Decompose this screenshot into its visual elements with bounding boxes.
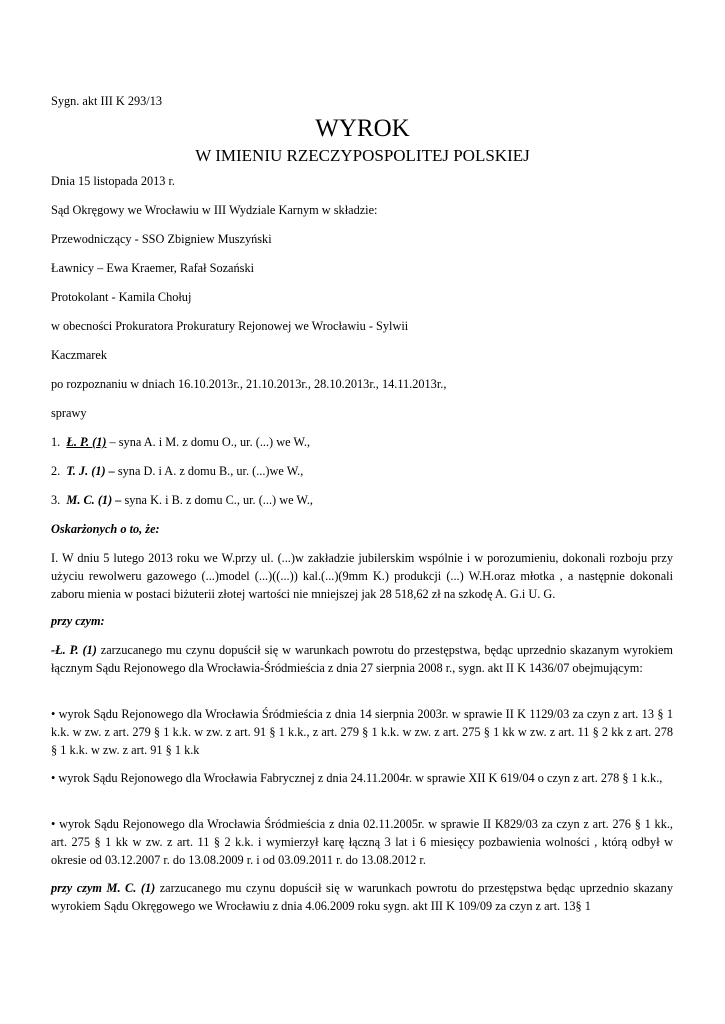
defendant-item bbox=[51, 491, 673, 509]
document-title: WYROK bbox=[315, 115, 410, 142]
recidivism-paragraph bbox=[51, 879, 673, 915]
accused-heading: Oskarżonych o to, że: bbox=[51, 522, 160, 536]
defendant-item bbox=[51, 433, 673, 451]
court-clerk: Protokolant - Kamila Chołuj bbox=[51, 290, 192, 304]
defendant-details: syna D. i A. z domu B., ur. (...)we W., bbox=[114, 464, 304, 478]
lay-judges: Ławnicy – Ewa Kraemer, Rafał Sozański bbox=[51, 261, 255, 275]
prior-judgment-item: • wyrok Sądu Rejonowego dla Wrocławia Fabrycznej z dnia 24.11.2004r. w sprawie XII K 619/04 o czyn z art. 278 § 1 k.k., bbox=[51, 771, 663, 785]
cases-label: sprawy bbox=[51, 406, 87, 420]
defendant-name: T. J. (1) – bbox=[66, 464, 115, 478]
defendant-number: 1. bbox=[51, 435, 61, 449]
recidivism-paragraph bbox=[51, 641, 673, 677]
court-composition: Sąd Okręgowy we Wrocławiu w III Wydziale Karnym w składzie: bbox=[51, 203, 378, 217]
defendant-details: syna K. i B. z domu C., ur. (...) we W., bbox=[121, 493, 314, 507]
prosecutor-line-1: w obecności Prokuratora Prokuratury Rejonowej we Wrocławiu - Sylwii bbox=[51, 319, 409, 333]
case-signature: Sygn. akt III K 293/13 bbox=[51, 94, 163, 108]
document-subtitle: W IMIENIU RZECZYPOSPOLITEJ POLSKIEJ bbox=[195, 146, 530, 165]
defendant-details: – syna A. i M. z domu O., ur. (...) we W., bbox=[106, 435, 311, 449]
defendant-name: -Ł. P. (1) bbox=[51, 643, 97, 657]
recidivism-text: zarzucanego mu czynu dopuścił się w warunkach powrotu do przestępstwa będąc uprzednio skazany wyrokiem Sądu Okręgowego we Wrocławiu z dnia 4.06.2009 roku sygn. akt III K 109/09 za czyn z art. 13§ 1 bbox=[51, 881, 673, 913]
defendant-name: Ł. P. (1) bbox=[66, 435, 107, 449]
defendant-number: 3. bbox=[51, 493, 61, 507]
przy-czym-heading: przy czym: bbox=[51, 614, 105, 628]
hearing-dates: po rozpoznaniu w dniach 16.10.2013r., 21.10.2013r., 28.10.2013r., 14.11.2013r., bbox=[51, 377, 447, 391]
prior-judgment-item: • wyrok Sądu Rejonowego dla Wrocławia Śródmieścia z dnia 14 sierpnia 2003r. w sprawie II K 1129/03 za czyn z art. 13 § 1 k.k. w zw. z art. 279 § 1 k.k. w zw. z art. 91 § 1 k.k., z art. 279 § 1 k.k. w zw. z art. 275 § 1 kk w zw. z art. 11 § 2 kk z art. 278 § 1 k.k. w zw. z art. 91 § 1 k.k bbox=[51, 707, 673, 757]
defendant-name: M. C. (1) – bbox=[66, 493, 122, 507]
defendant-name: przy czym M. C. (1) bbox=[51, 881, 156, 895]
defendant-item bbox=[51, 462, 673, 480]
presiding-judge: Przewodniczący - SSO Zbigniew Muszyński bbox=[51, 232, 272, 246]
defendant-number: 2. bbox=[51, 464, 61, 478]
prosecutor-line-2: Kaczmarek bbox=[51, 348, 107, 362]
judgment-date: Dnia 15 listopada 2013 r. bbox=[51, 174, 175, 188]
charge-paragraph: I. W dniu 5 lutego 2013 roku we W.przy ul. (...)w zakładzie jubilerskim wspólnie i w porozumieniu, dokonali rozboju przy użyciu rewolweru gazowego (...)model (...)((...)) kal.(...)(9mm K.) produkcji (...) W.H.oraz młotka , a następnie dokonali zaboru mienia w postaci biżuterii złotej wartości nie mniejszej jak 28 518,62 zł na szkodę A. G.i U. G. bbox=[51, 551, 673, 601]
recidivism-text: zarzucanego mu czynu dopuścił się w warunkach powrotu do przestępstwa, będąc uprzednio skazanym wyrokiem łącznym Sądu Rejonowego dla Wrocławia-Śródmieścia z dnia 27 sierpnia 2008 r., sygn. akt II K 1436/07 obejmującym: bbox=[51, 643, 673, 675]
prior-judgment-item: • wyrok Sądu Rejonowego dla Wrocławia Śródmieścia z dnia 02.11.2005r. w sprawie II K829/03 za czyn z art. 276 § 1 kk., art. 275 § 1 kk w zw. z art. 11 § 2 k.k. i wymierzył karę łączną 3 lat i 6 miesięcy pozbawienia wolności , którą odbył w okresie od 03.12.2007 r. do 13.08.2009 r. i od 03.09.2011 r. do 13.08.2012 r. bbox=[51, 817, 673, 867]
